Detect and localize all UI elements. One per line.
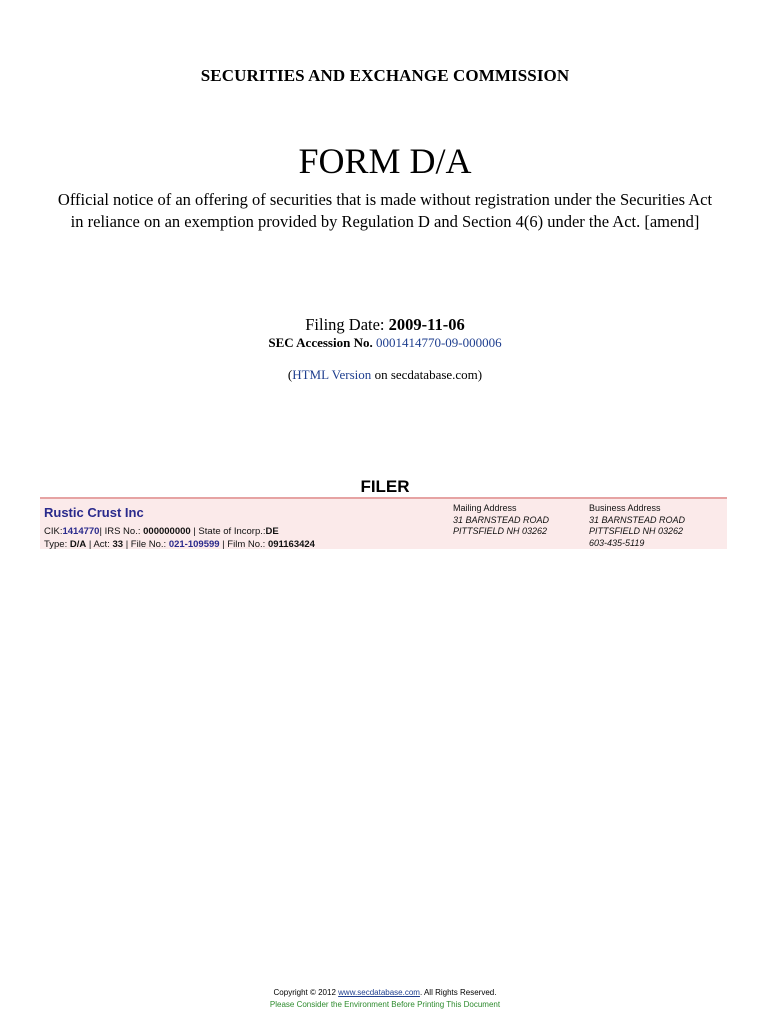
filing-date — [0, 315, 770, 335]
business-phone: 603-435-5119 — [589, 537, 645, 548]
filer-heading: FILER — [360, 477, 410, 496]
film-value: 091163424 — [267, 539, 315, 550]
description-line-1: Official notice of an offering of securities that is made without registration under the Securities Act — [57, 190, 713, 209]
act-value: 33 — [112, 539, 124, 550]
html-version-note — [0, 367, 770, 383]
copyright-post: . All Rights Reserved. — [419, 988, 497, 997]
irs-label: | IRS No.: — [99, 526, 144, 537]
accession-label: SEC Accession No. — [268, 335, 376, 350]
business-address-line-2: PITTSFIELD NH 03262 — [589, 526, 684, 536]
footer — [0, 987, 770, 1011]
filing-date-label: Filing Date: — [305, 315, 389, 334]
filer-box — [40, 497, 727, 549]
state-label: | State of Incorp.: — [190, 526, 266, 537]
state-value: DE — [265, 526, 279, 537]
film-label: | Film No.: — [219, 539, 268, 550]
business-address-line-1: 31 BARNSTEAD ROAD — [589, 514, 686, 525]
mailing-address-line-2: PITTSFIELD NH 03262 — [453, 526, 548, 536]
mailing-address-line-1: 31 BARNSTEAD ROAD — [453, 514, 550, 525]
company-name[interactable]: Rustic Crust Inc — [44, 505, 144, 520]
html-version-rest: on secdatabase.com) — [371, 367, 483, 382]
filer-type-line — [44, 539, 315, 550]
agency-title: SECURITIES AND EXCHANGE COMMISSION — [200, 66, 570, 85]
filer-id-line — [44, 526, 279, 537]
mailing-address — [453, 503, 549, 538]
business-address-title: Business Address — [589, 503, 661, 513]
environment-notice: Please Consider the Environment Before Printing This Document — [269, 1000, 501, 1009]
business-address — [589, 503, 685, 549]
file-label: | File No.: — [123, 539, 169, 550]
type-value: D/A — [69, 539, 87, 550]
mailing-address-title: Mailing Address — [453, 503, 517, 513]
form-description — [40, 189, 730, 233]
description-line-2: in reliance on an exemption provided by Regulation D and Section 4(6) under the Act. [amend] — [70, 212, 700, 231]
cik-value[interactable]: 1414770 — [62, 526, 100, 537]
html-version-open: ( — [287, 367, 293, 382]
html-version-link[interactable]: HTML Version — [292, 367, 372, 382]
accession-number — [0, 335, 770, 351]
filing-date-value: 2009-11-06 — [388, 315, 465, 334]
file-number-link[interactable]: 021-109599 — [168, 539, 220, 550]
act-label: | Act: — [86, 539, 113, 550]
irs-value: 000000000 — [143, 526, 191, 537]
cik-label: CIK: — [44, 526, 63, 537]
accession-link[interactable]: 0001414770-09-000006 — [375, 335, 502, 350]
type-label: Type: — [44, 539, 70, 550]
form-title: FORM D/A — [298, 141, 472, 181]
copyright-pre: Copyright © 2012 — [273, 988, 339, 997]
footer-site-link[interactable]: www.secdatabase.com — [338, 988, 420, 997]
